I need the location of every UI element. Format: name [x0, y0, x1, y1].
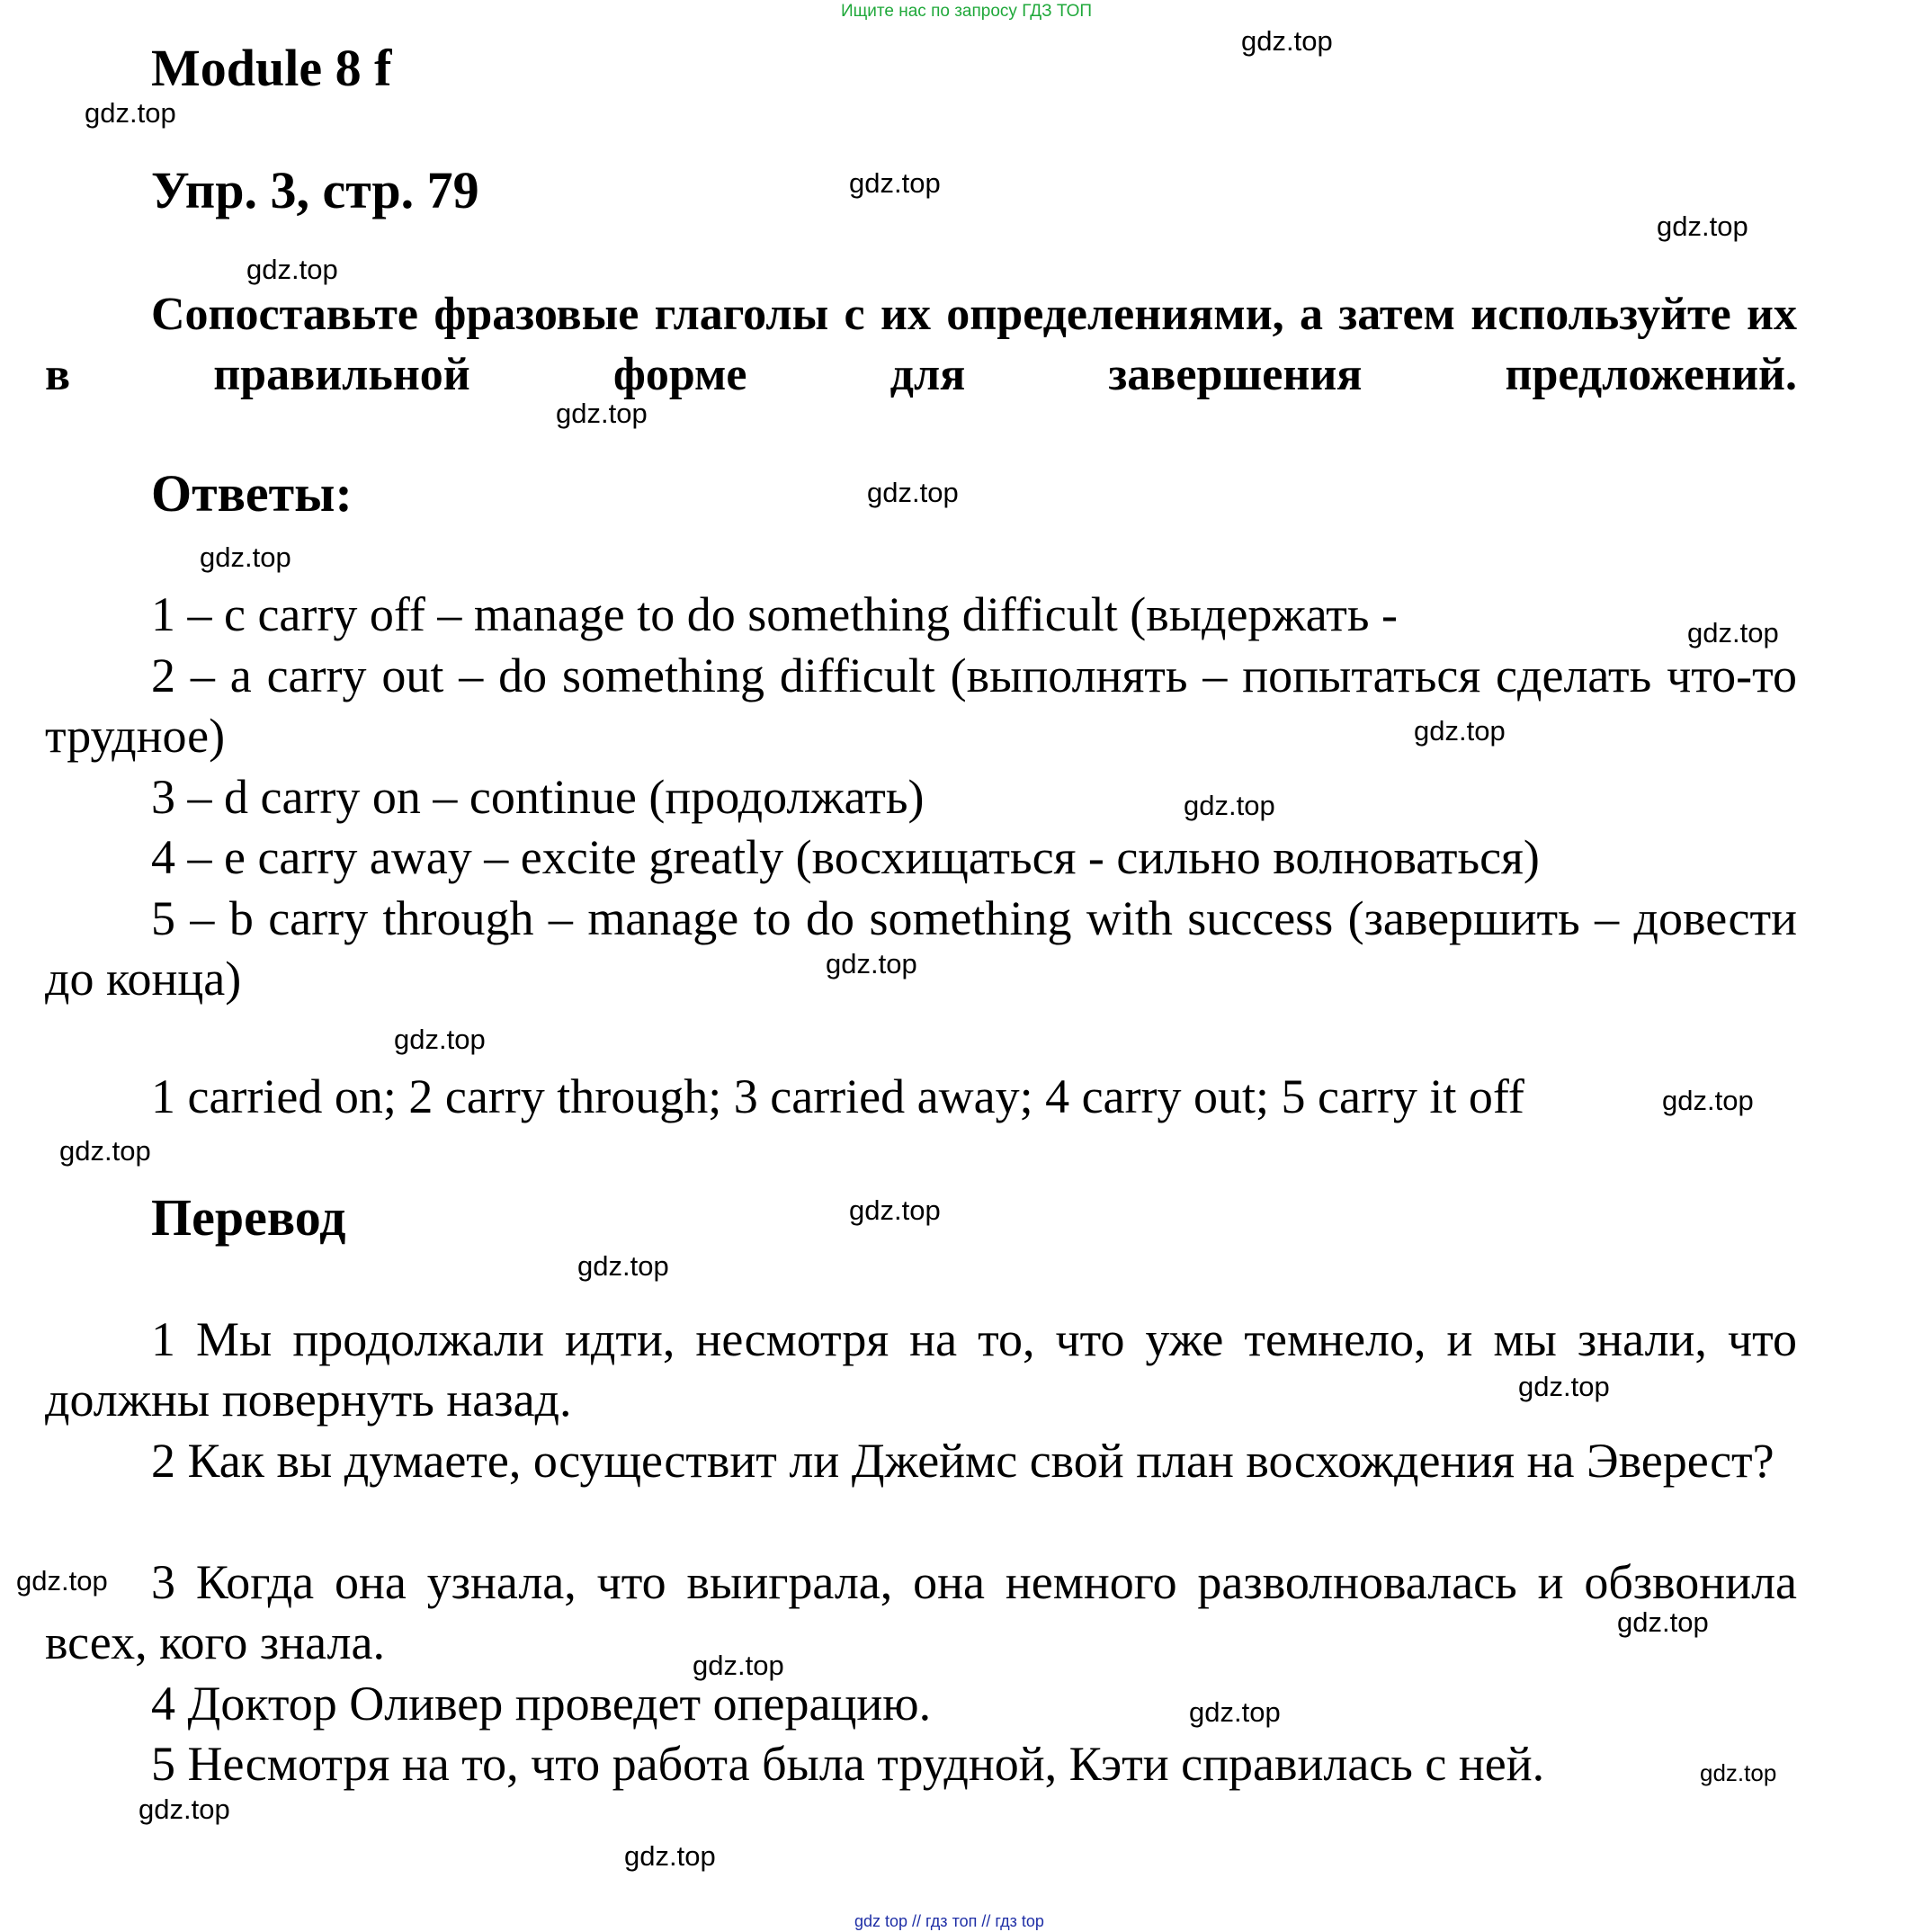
watermark: gdz.top: [849, 167, 941, 199]
answers-heading: Ответы:: [151, 464, 353, 523]
watermark: gdz.top: [624, 1840, 716, 1872]
answer-item-3: 3 – d carry on – continue (продолжать): [151, 770, 925, 824]
translation-item-3: 3 Когда она узнала, что выиграла, она немного разволновалась и обзвонила всех, кого знала.: [45, 1555, 1797, 1669]
watermark: gdz.top: [394, 1024, 486, 1055]
exercise-title: Упр. 3, стр. 79: [151, 161, 479, 219]
search-hint: Ищите нас по запросу ГДЗ ТОП: [841, 2, 1093, 21]
watermark: gdz.top: [577, 1250, 669, 1282]
watermark: gdz.top: [1189, 1696, 1281, 1728]
watermark: gdz.top: [59, 1135, 151, 1167]
watermark: gdz.top: [1518, 1371, 1610, 1402]
watermark: gdz.top: [556, 398, 648, 429]
translation-item-4: 4 Доктор Оливер проведет операцию.: [151, 1677, 932, 1731]
watermark: gdz.top: [826, 948, 917, 979]
watermark: gdz.top: [867, 477, 959, 508]
answer-item-4: 4 – e carry away – excite greatly (восхищаться - сильно волноваться): [151, 830, 1540, 884]
watermark: gdz.top: [1617, 1606, 1709, 1638]
watermark: gdz.top: [16, 1565, 108, 1597]
answer-item-2: 2 – a carry out – do something difficult (выполнять – попытаться сделать что-то трудное): [45, 648, 1797, 763]
translation-heading: Перевод: [151, 1188, 346, 1247]
watermark: gdz.top: [693, 1650, 784, 1681]
task-description: Сопоставьте фразовые глаголы с их определениями, а затем используйте их в правильной форме для завершения предложений.: [45, 289, 1797, 400]
translation-item-1: 1 Мы продолжали идти, несмотря на то, что уже темнело, и мы знали, что должны повернуть назад.: [45, 1312, 1797, 1427]
footer-links: gdz top // гдз топ // гдз top: [854, 1912, 1044, 1930]
watermark: gdz.top: [1241, 25, 1333, 57]
watermark: gdz.top: [1662, 1085, 1754, 1116]
watermark: gdz.top: [85, 97, 176, 129]
watermark: gdz.top: [139, 1793, 230, 1825]
answer-item-5: 5 – b carry through – manage to do something with success (завершить – довести до конца): [45, 891, 1797, 1006]
watermark: gdz.top: [1184, 790, 1275, 821]
watermark: gdz.top: [1414, 715, 1506, 747]
translation-item-5: 5 Несмотря на то, что работа была трудной, Кэти справилась с ней.: [151, 1737, 1545, 1791]
watermark: gdz.top: [1700, 1759, 1777, 1786]
module-title: Module 8 f: [151, 39, 392, 97]
translation-item-2: 2 Как вы думаете, осуществит ли Джеймс свой план восхождения на Эверест?: [151, 1434, 1774, 1488]
completion-answers: 1 carried on; 2 carry through; 3 carried away; 4 carry out; 5 carry it off: [151, 1069, 1524, 1123]
watermark: gdz.top: [200, 541, 291, 573]
watermark: gdz.top: [246, 254, 338, 285]
watermark: gdz.top: [1687, 617, 1779, 648]
watermark: gdz.top: [849, 1194, 941, 1226]
watermark: gdz.top: [1657, 210, 1748, 242]
answer-item-1: 1 – c carry off – manage to do something difficult (выдержать -: [151, 587, 1399, 641]
